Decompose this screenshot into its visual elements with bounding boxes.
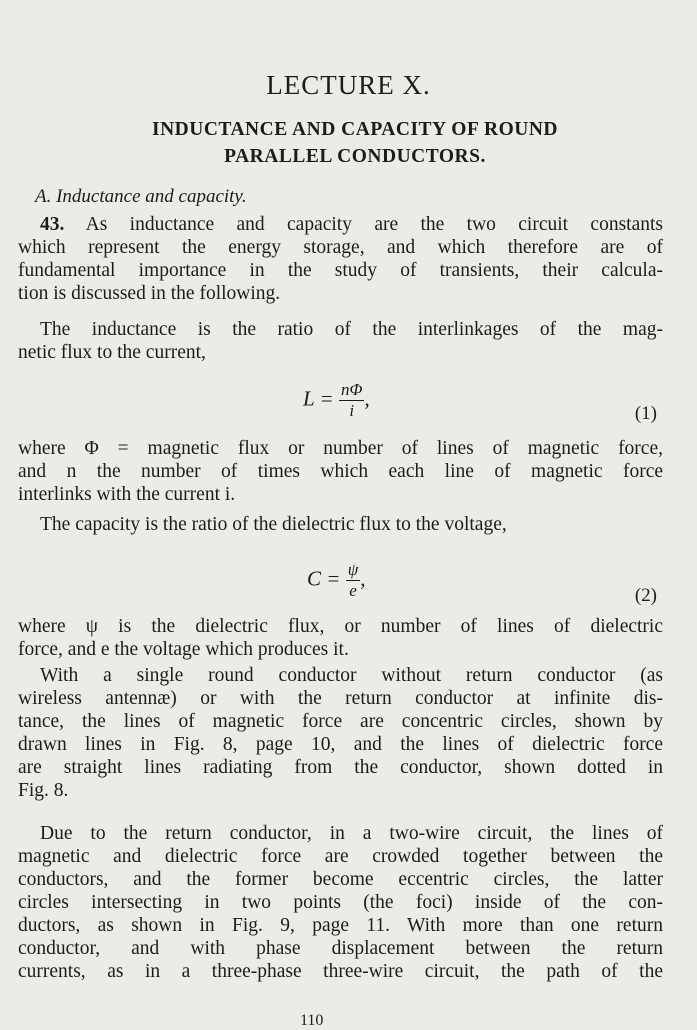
text-line: where ψ is the dielectric flux, or number of lines of dielectric <box>18 616 663 637</box>
text-line: and n the number of times which each line of magnetic force <box>18 461 663 482</box>
page-number: 110 <box>300 1012 324 1029</box>
text-line: are straight lines radiating from the conductor, shown dotted in <box>18 757 663 778</box>
fraction-denominator: i <box>349 401 355 420</box>
paragraph-inductance <box>18 318 663 364</box>
equation-number-1: (1) <box>634 403 657 424</box>
paragraph-capacity <box>18 513 663 536</box>
text-line: Fig. 8. <box>18 780 69 801</box>
fraction-denominator: e <box>349 581 357 600</box>
equation-comma: , <box>364 386 370 411</box>
text-line: where Φ = magnetic flux or number of lines of magnetic force, <box>18 438 663 459</box>
text-line: fundamental importance in the study of transients, their calcula- <box>18 260 663 281</box>
text-line: The inductance is the ratio of the interlinkages of the mag- <box>40 319 663 340</box>
fraction-numerator: nΦ <box>340 380 363 399</box>
paragraph-flux-definition <box>18 437 663 506</box>
chapter-title <box>60 116 650 170</box>
text-line: tance, the lines of magnetic force are concentric circles, shown by <box>18 711 663 732</box>
text-line: ductors, as shown in Fig. 9, page 11. With more than one return <box>18 915 663 936</box>
equation-2 <box>307 560 366 601</box>
chapter-title-line-2: PARALLEL CONDUCTORS. <box>224 146 486 167</box>
equation-number-2: (2) <box>634 585 657 606</box>
equation-comma: , <box>360 566 366 591</box>
equation-fraction <box>339 380 364 421</box>
text-line: currents, as in a three-phase three-wire circuit, the path of the <box>18 961 663 982</box>
text-line: force, and e the voltage which produces it. <box>18 639 349 660</box>
paragraph-43 <box>18 213 663 305</box>
text-line: tion is discussed in the following. <box>18 283 281 304</box>
paragraph-number: 43. <box>40 214 65 235</box>
text-line: 43. As inductance and capacity are the two circuit constants <box>40 214 663 235</box>
equation-lhs: L = <box>303 386 334 411</box>
text-line: magnetic and dielectric force are crowded together between the <box>18 846 663 867</box>
text-line: conductor, and with phase displacement between the return <box>18 938 663 959</box>
text-line: conductors, and the former become eccentric circles, the latter <box>18 869 663 890</box>
text-line: Due to the return conductor, in a two-wire circuit, the lines of <box>40 823 663 844</box>
fraction-numerator: ψ <box>347 560 359 579</box>
chapter-title-line-1: INDUCTANCE AND CAPACITY OF ROUND <box>152 119 558 140</box>
paragraph-return-conductor <box>18 822 663 983</box>
paragraph-dielectric-definition <box>18 615 663 661</box>
equation-1 <box>303 380 370 421</box>
text-line: which represent the energy storage, and which therefore are of <box>18 237 663 258</box>
text-line: The capacity is the ratio of the dielectric flux to the voltage, <box>40 514 507 535</box>
text-line: netic flux to the current, <box>18 342 206 363</box>
text-line: With a single round conductor without return conductor (as <box>40 665 663 686</box>
paragraph-single-conductor <box>18 664 663 802</box>
lecture-heading: LECTURE X. <box>266 70 431 100</box>
subsection-heading: A. Inductance and capacity. <box>35 186 247 207</box>
equation-fraction <box>346 560 361 601</box>
equation-lhs: C = <box>307 566 341 591</box>
text-line: wireless antennæ) or with the return conductor at infinite dis- <box>18 688 663 709</box>
text-line: drawn lines in Fig. 8, page 10, and the lines of dielectric force <box>18 734 663 755</box>
text-line: circles intersecting in two points (the foci) inside of the con- <box>18 892 663 913</box>
text-line: interlinks with the current i. <box>18 484 236 505</box>
